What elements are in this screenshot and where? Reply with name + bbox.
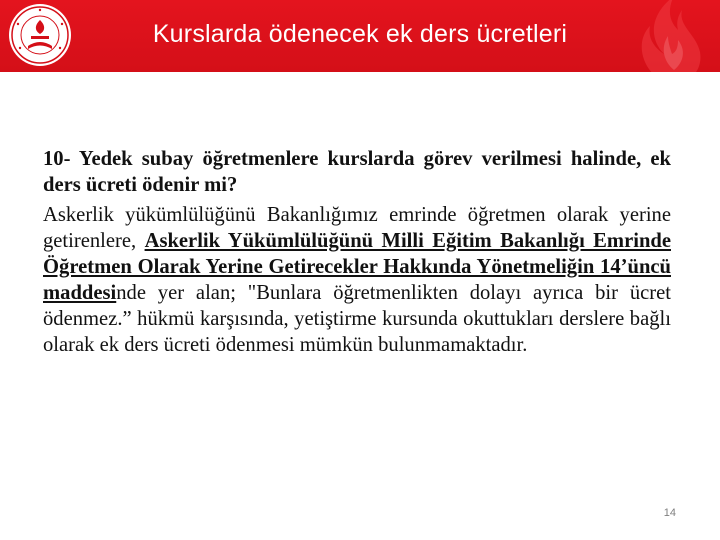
flame-icon [630, 0, 706, 72]
regulation-reference: Askerlik Yükümlülüğünü Milli Eğitim Bakanlığı Emrinde Öğretmen Olarak Yerine Getirecekler Hakkında Yönetmeliğin 14’üncü maddesi [43, 230, 671, 304]
body-text [43, 146, 671, 358]
page-title: Kurslarda ödenecek ek ders ücretleri [152, 20, 568, 48]
question-text: 10- Yedek subay öğretmenlere kurslarda görev verilmesi halinde, ek ders ücreti ödenir mi? [43, 148, 671, 196]
answer-rest: nde yer alan; "Bunlara öğretmenlikten dolayı ayrıca bir ücret ödenmez.” hükmü karşısında, yetiştirme kursunda okuttukları derslere bağlı olarak ek ders ücreti ödenmesi mümkün bulunmamaktadır. [43, 282, 671, 356]
answer-intro: Askerlik yükümlülüğünü Bakanlığımız emrinde öğretmen olarak yerine getirenlere, [43, 204, 671, 252]
title-bar [0, 0, 720, 72]
page-number: 14 [663, 507, 676, 519]
answer-text [43, 202, 671, 358]
